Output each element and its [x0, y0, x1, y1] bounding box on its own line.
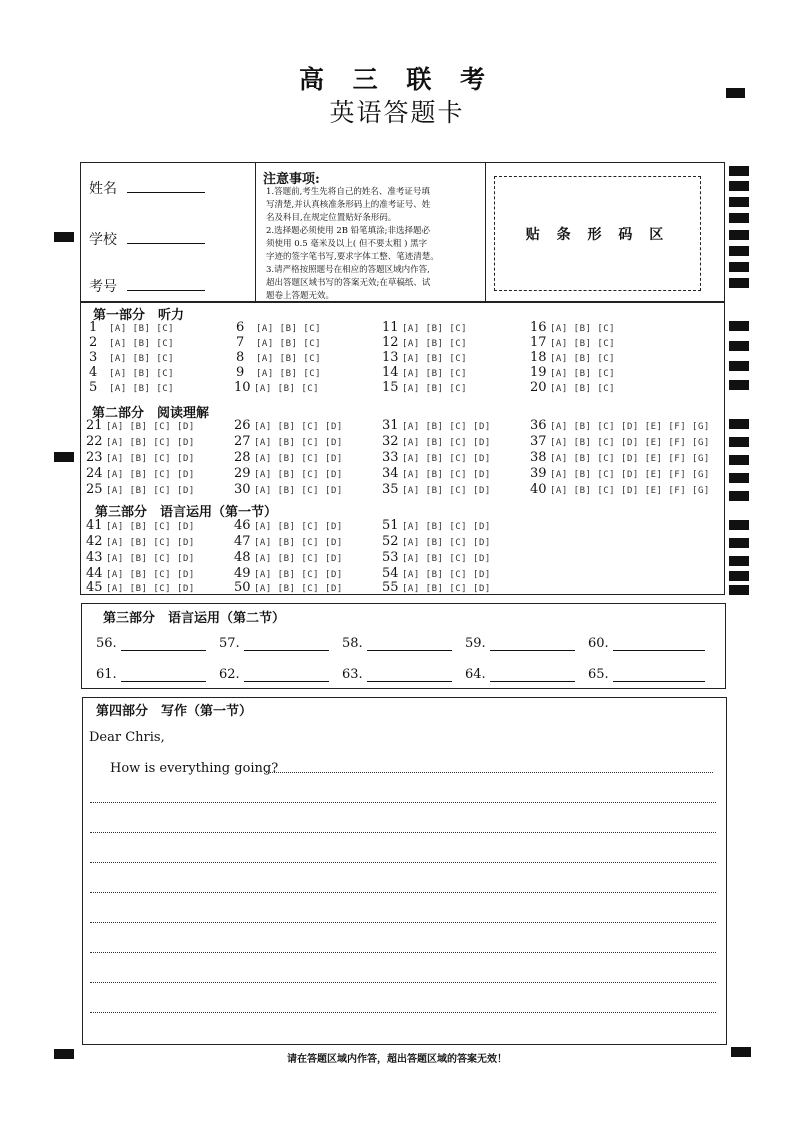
writing-line[interactable] — [90, 862, 716, 863]
question-22[interactable] — [86, 434, 195, 449]
question-number: 24 — [86, 466, 103, 481]
writing-line[interactable] — [90, 922, 716, 923]
question-53[interactable] — [382, 550, 491, 565]
question-39[interactable] — [530, 466, 710, 481]
question-42[interactable] — [86, 534, 195, 549]
blank-number: 64. — [465, 667, 486, 682]
question-number: 40 — [530, 482, 547, 497]
options[interactable]: [A] [B] [C] [D] [E] [F] [G] — [550, 486, 710, 496]
options[interactable]: [A] [B] [C] [D] — [254, 422, 343, 432]
question-20[interactable] — [530, 380, 615, 395]
question-number: 8 — [236, 350, 245, 365]
question-number: 51 — [382, 518, 399, 533]
question-19[interactable] — [530, 365, 615, 380]
blank-line[interactable] — [613, 636, 705, 651]
timing-mark — [54, 452, 74, 462]
timing-mark — [729, 166, 749, 176]
options[interactable]: [A] [B] [C] — [109, 369, 175, 379]
timing-mark — [729, 246, 749, 256]
options[interactable]: [A] [B] [C] [D] — [402, 522, 491, 532]
options[interactable]: [A] [B] [C] [D] [E] [F] [G] — [550, 454, 710, 464]
blank-line[interactable] — [490, 667, 575, 682]
question-43[interactable] — [86, 550, 195, 565]
divider — [485, 162, 486, 302]
options[interactable]: [A] [B] [C] [D] — [254, 454, 343, 464]
question-23[interactable] — [86, 450, 195, 465]
notice-line: 1.答题前,考生先将自己的姓名、准考证号填 — [266, 187, 430, 197]
question-12[interactable] — [382, 335, 467, 350]
blank-62[interactable] — [219, 667, 329, 682]
options[interactable]: [A] [B] [C] [D] — [402, 454, 491, 464]
question-17[interactable] — [530, 335, 615, 350]
question-number: 36 — [530, 418, 547, 433]
question-number: 39 — [530, 466, 547, 481]
blank-line[interactable] — [490, 636, 575, 651]
timing-mark — [729, 437, 749, 447]
options[interactable]: [A] [B] [C] — [550, 354, 616, 364]
question-number: 11 — [382, 320, 399, 335]
question-number: 25 — [86, 482, 103, 497]
question-number: 29 — [234, 466, 251, 481]
question-36[interactable] — [530, 418, 710, 433]
question-15[interactable] — [382, 380, 467, 395]
blank-number: 62. — [219, 667, 240, 682]
blank-line[interactable] — [121, 667, 206, 682]
school-field[interactable] — [127, 243, 205, 244]
question-number: 21 — [86, 418, 103, 433]
options[interactable]: [A] [B] [C] [D] — [402, 584, 491, 594]
question-9[interactable] — [236, 365, 321, 380]
blank-58[interactable] — [342, 636, 452, 651]
question-25[interactable] — [86, 482, 195, 497]
options[interactable]: [A] [B] [C] [D] — [106, 422, 195, 432]
options[interactable]: [A] [B] [C] — [109, 354, 175, 364]
options[interactable]: [A] [B] [C] [D] — [402, 554, 491, 564]
question-33[interactable] — [382, 450, 491, 465]
section1-title: 第一部分 听力 — [93, 308, 185, 323]
blank-line[interactable] — [121, 636, 206, 651]
question-number: 52 — [382, 534, 399, 549]
options[interactable]: [A] [B] [C] [D] — [254, 438, 343, 448]
timing-mark — [729, 213, 749, 223]
question-number: 15 — [382, 380, 399, 395]
footer-warning: 请在答题区域内作答，超出答题区域的答案无效！ — [287, 1054, 507, 1065]
options[interactable]: [A] [B] [C] — [109, 324, 175, 334]
blank-number: 56. — [96, 636, 117, 651]
timing-mark — [729, 585, 749, 595]
options[interactable]: [A] [B] [C] [D] — [254, 570, 343, 580]
options[interactable]: [A] [B] [C] [D] — [402, 570, 491, 580]
options[interactable]: [A] [B] [C] [D] — [106, 522, 195, 532]
timing-mark — [729, 556, 749, 566]
blank-line[interactable] — [367, 636, 452, 651]
timing-mark — [729, 230, 749, 240]
question-number: 38 — [530, 450, 547, 465]
question-11[interactable] — [382, 320, 467, 335]
question-27[interactable] — [234, 434, 343, 449]
notice-line: 写清楚,并认真核准条形码上的准考证号、姓 — [266, 200, 431, 210]
question-51[interactable] — [382, 518, 491, 533]
question-number: 35 — [382, 482, 399, 497]
question-3[interactable] — [89, 350, 174, 365]
question-number: 42 — [86, 534, 103, 549]
question-number: 2 — [89, 335, 98, 350]
question-number: 41 — [86, 518, 103, 533]
options[interactable]: [A] [B] [C] — [550, 339, 616, 349]
name-label: 姓名 — [89, 181, 117, 197]
writing-line[interactable] — [90, 982, 716, 983]
options[interactable]: [A] [B] [C] [D] — [254, 470, 343, 480]
options[interactable]: [A] [B] [C] — [402, 369, 468, 379]
options[interactable]: [A] [B] [C] — [256, 339, 322, 349]
blank-number: 65. — [588, 667, 609, 682]
question-number: 31 — [382, 418, 399, 433]
options[interactable]: [A] [B] [C] [D] — [402, 538, 491, 548]
blank-number: 61. — [96, 667, 117, 682]
question-number: 5 — [89, 380, 98, 395]
name-field[interactable] — [127, 192, 205, 193]
options[interactable]: [A] [B] [C] — [550, 384, 616, 394]
section2-title: 第二部分 阅读理解 — [92, 406, 210, 421]
blank-63[interactable] — [342, 667, 452, 682]
options[interactable]: [A] [B] [C] [D] — [106, 584, 195, 594]
options[interactable]: [A] [B] [C] — [402, 354, 468, 364]
options[interactable]: [A] [B] [C] [D] — [106, 538, 195, 548]
notice-line: 3.请严格按照题号在相应的答题区域内作答, — [266, 265, 430, 275]
question-number: 12 — [382, 335, 399, 350]
options[interactable]: [A] [B] [C] [D] — [106, 570, 195, 580]
options[interactable]: [A] [B] [C] — [550, 324, 616, 334]
options[interactable]: [A] [B] [C] — [402, 324, 468, 334]
blank-56[interactable] — [96, 636, 206, 651]
blank-57[interactable] — [219, 636, 329, 651]
options[interactable]: [A] [B] [C] [D] — [402, 486, 491, 496]
timing-mark — [729, 361, 749, 371]
blank-number: 59. — [465, 636, 486, 651]
options[interactable]: [A] [B] [C] — [402, 339, 468, 349]
question-31[interactable] — [382, 418, 491, 433]
options[interactable]: [A] [B] [C] [D] — [254, 538, 343, 548]
options[interactable]: [A] [B] [C] — [109, 339, 175, 349]
question-number: 19 — [530, 365, 547, 380]
question-number: 14 — [382, 365, 399, 380]
notice-line: 字迹的签字笔书写,要求字体工整、笔迹清楚。 — [266, 252, 439, 262]
options[interactable]: [A] [B] [C] [D] — [402, 438, 491, 448]
barcode-label: 贴 条 形 码 区 — [525, 226, 670, 243]
notice-line: 超出答题区域书写的答案无效;在草稿纸、试 — [266, 278, 431, 288]
writing-line[interactable] — [266, 772, 713, 773]
notice-line: 须使用 0.5 毫米及以上( 但不要太粗 ) 黑字 — [266, 239, 428, 249]
blank-number: 60. — [588, 636, 609, 651]
question-6[interactable] — [236, 320, 321, 335]
timing-mark — [729, 520, 749, 530]
options[interactable]: [A] [B] [C] — [256, 354, 322, 364]
question-52[interactable] — [382, 534, 491, 549]
question-number: 47 — [234, 534, 251, 549]
question-number: 32 — [382, 434, 399, 449]
question-number: 4 — [89, 365, 98, 380]
options[interactable]: [A] [B] [C] [D] — [402, 470, 491, 480]
notice-text — [266, 186, 480, 303]
timing-mark — [729, 181, 749, 191]
question-number: 34 — [382, 466, 399, 481]
question-number: 46 — [234, 518, 251, 533]
question-26[interactable] — [234, 418, 343, 433]
writing-line[interactable] — [90, 1012, 716, 1013]
question-number: 44 — [86, 566, 103, 581]
question-number: 1 — [89, 320, 98, 335]
options[interactable]: [A] [B] [C] [D] [E] [F] [G] — [550, 422, 710, 432]
options[interactable]: [A] [B] [C] [D] — [106, 554, 195, 564]
exam-title: 高 三 联 考 — [298, 65, 496, 94]
writing-line[interactable] — [90, 952, 716, 953]
question-35[interactable] — [382, 482, 491, 497]
question-number: 48 — [234, 550, 251, 565]
question-number: 37 — [530, 434, 547, 449]
question-18[interactable] — [530, 350, 615, 365]
options[interactable]: [A] [B] [C] [D] — [254, 584, 343, 594]
question-10[interactable] — [234, 380, 319, 395]
writing-box — [82, 697, 727, 1045]
question-number: 10 — [234, 380, 251, 395]
question-number: 18 — [530, 350, 547, 365]
question-number: 28 — [234, 450, 251, 465]
question-54[interactable] — [382, 566, 491, 581]
question-47[interactable] — [234, 534, 343, 549]
card-title: 英语答题卡 — [329, 98, 465, 127]
blank-61[interactable] — [96, 667, 206, 682]
timing-mark — [729, 571, 749, 581]
options[interactable]: [A] [B] [C] [D] — [254, 554, 343, 564]
question-number: 53 — [382, 550, 399, 565]
question-number: 27 — [234, 434, 251, 449]
options[interactable]: [A] [B] [C] — [254, 384, 320, 394]
question-50[interactable] — [234, 580, 343, 595]
timing-mark — [729, 380, 749, 390]
timing-mark — [729, 197, 749, 207]
timing-mark — [729, 455, 749, 465]
blank-59[interactable] — [465, 636, 575, 651]
question-13[interactable] — [382, 350, 467, 365]
blank-line[interactable] — [244, 667, 329, 682]
options[interactable]: [A] [B] [C] — [256, 324, 322, 334]
options[interactable]: [A] [B] [C] [D] — [106, 438, 195, 448]
notice-line: 2.选择题必须使用 2B 铅笔填涂;非选择题必 — [266, 226, 431, 236]
blank-60[interactable] — [588, 636, 705, 651]
question-45[interactable] — [86, 580, 195, 595]
opening-sentence: How is everything going? — [110, 761, 279, 776]
divider — [255, 162, 256, 302]
question-number: 22 — [86, 434, 103, 449]
blank-line[interactable] — [367, 667, 452, 682]
exam-number-field[interactable] — [127, 290, 205, 291]
question-48[interactable] — [234, 550, 343, 565]
timing-mark — [729, 473, 749, 483]
blank-65[interactable] — [588, 667, 705, 682]
blank-number: 57. — [219, 636, 240, 651]
question-7[interactable] — [236, 335, 321, 350]
timing-mark — [729, 278, 749, 288]
question-number: 6 — [236, 320, 245, 335]
question-number: 17 — [530, 335, 547, 350]
question-number: 45 — [86, 580, 103, 595]
question-32[interactable] — [382, 434, 491, 449]
question-34[interactable] — [382, 466, 491, 481]
salutation: Dear Chris, — [89, 730, 165, 745]
timing-mark — [729, 419, 749, 429]
timing-mark — [54, 232, 74, 242]
options[interactable]: [A] [B] [C] [D] — [106, 486, 195, 496]
question-1[interactable] — [89, 320, 174, 335]
question-44[interactable] — [86, 566, 195, 581]
question-4[interactable] — [89, 365, 174, 380]
blank-line[interactable] — [244, 636, 329, 651]
question-41[interactable] — [86, 518, 195, 533]
school-label: 学校 — [89, 232, 117, 248]
question-5[interactable] — [89, 380, 174, 395]
options[interactable]: [A] [B] [C] [D] — [106, 454, 195, 464]
question-number: 16 — [530, 320, 547, 335]
blank-number: 63. — [342, 667, 363, 682]
timing-mark — [729, 538, 749, 548]
blank-64[interactable] — [465, 667, 575, 682]
question-16[interactable] — [530, 320, 615, 335]
question-number: 9 — [236, 365, 245, 380]
question-55[interactable] — [382, 580, 491, 595]
question-24[interactable] — [86, 466, 195, 481]
options[interactable]: [A] [B] [C] — [109, 384, 175, 394]
timing-mark — [729, 491, 749, 501]
options[interactable]: [A] [B] [C] [D] — [106, 470, 195, 480]
timing-mark — [729, 262, 749, 272]
timing-mark — [729, 321, 749, 331]
writing-section-title: 第四部分 写作（第一节） — [96, 704, 253, 719]
blank-number: 58. — [342, 636, 363, 651]
options[interactable]: [A] [B] [C] — [550, 369, 616, 379]
question-29[interactable] — [234, 466, 343, 481]
options[interactable]: [A] [B] [C] [D] — [254, 486, 343, 496]
question-number: 26 — [234, 418, 251, 433]
question-number: 33 — [382, 450, 399, 465]
question-number: 30 — [234, 482, 251, 497]
notice-line: 名及科目,在规定位置贴好条形码。 — [266, 213, 397, 223]
question-2[interactable] — [89, 335, 174, 350]
question-number: 7 — [236, 335, 245, 350]
question-30[interactable] — [234, 482, 343, 497]
question-number: 20 — [530, 380, 547, 395]
question-28[interactable] — [234, 450, 343, 465]
timing-mark — [729, 341, 749, 351]
question-38[interactable] — [530, 450, 710, 465]
question-8[interactable] — [236, 350, 321, 365]
question-37[interactable] — [530, 434, 710, 449]
options[interactable]: [A] [B] [C] — [256, 369, 322, 379]
question-number: 3 — [89, 350, 98, 365]
notice-title: 注意事项: — [263, 172, 320, 187]
notice-line: 题卷上答题无效。 — [266, 291, 335, 301]
writing-line[interactable] — [90, 832, 716, 833]
fill-section-title: 第三部分 语言运用（第二节） — [103, 611, 286, 626]
section3-title: 第三部分 语言运用（第一节） — [95, 505, 278, 520]
blank-line[interactable] — [613, 667, 705, 682]
question-49[interactable] — [234, 566, 343, 581]
writing-line[interactable] — [90, 892, 716, 893]
writing-line[interactable] — [90, 802, 716, 803]
options[interactable]: [A] [B] [C] [D] — [254, 522, 343, 532]
options[interactable]: [A] [B] [C] — [402, 384, 468, 394]
question-number: 23 — [86, 450, 103, 465]
exam-number-label: 考号 — [89, 279, 117, 295]
question-40[interactable] — [530, 482, 710, 497]
question-number: 13 — [382, 350, 399, 365]
question-number: 55 — [382, 580, 399, 595]
question-14[interactable] — [382, 365, 467, 380]
question-number: 43 — [86, 550, 103, 565]
options[interactable]: [A] [B] [C] [D] [E] [F] [G] — [550, 438, 710, 448]
options[interactable]: [A] [B] [C] [D] — [402, 422, 491, 432]
options[interactable]: [A] [B] [C] [D] [E] [F] [G] — [550, 470, 710, 480]
question-21[interactable] — [86, 418, 195, 433]
question-46[interactable] — [234, 518, 343, 533]
question-number: 54 — [382, 566, 399, 581]
question-number: 49 — [234, 566, 251, 581]
question-number: 50 — [234, 580, 251, 595]
barcode-area — [494, 176, 701, 291]
